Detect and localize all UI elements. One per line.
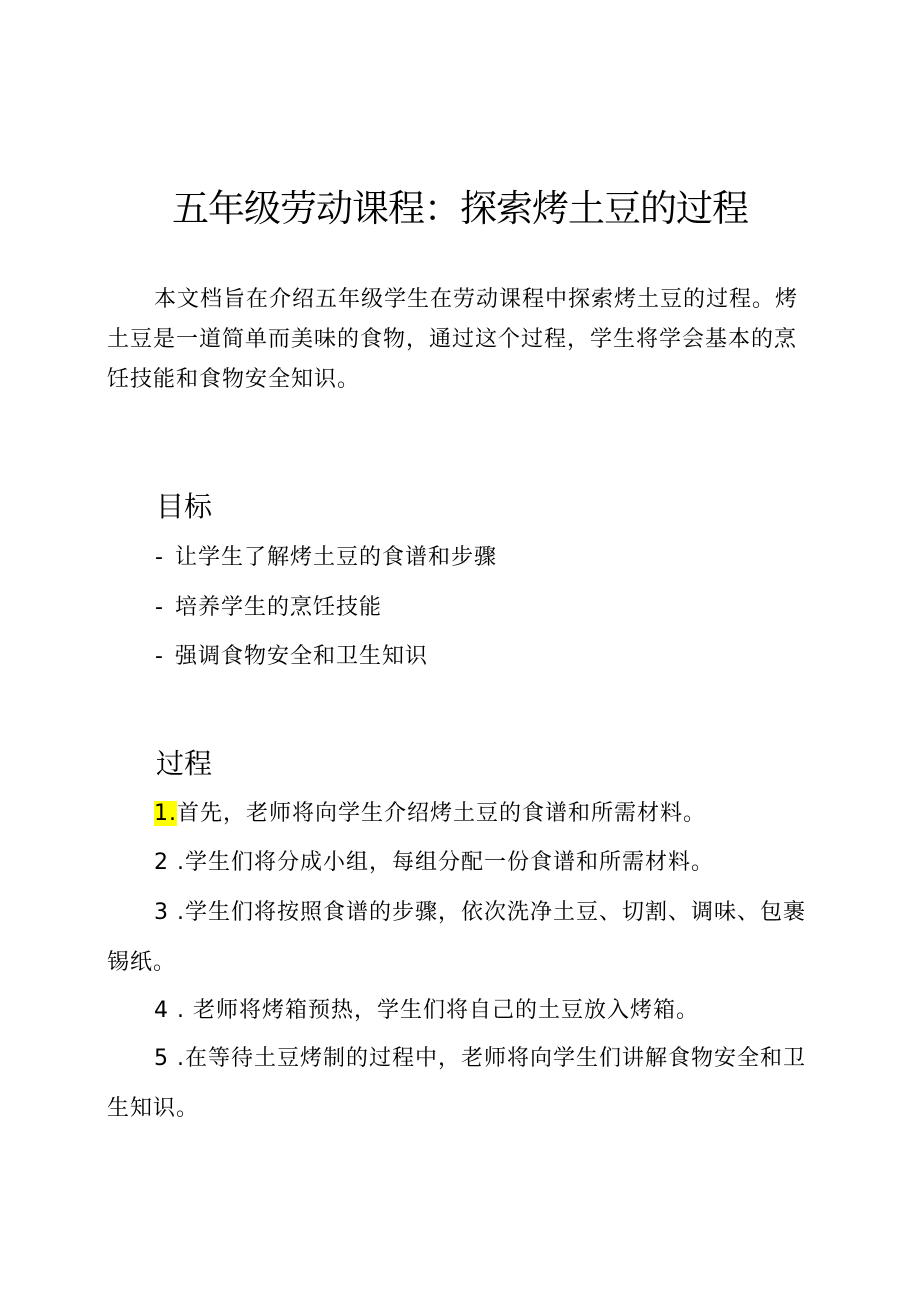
page-title: 五年级劳动课程：探索烤土豆的过程 (172, 187, 748, 230)
list-dash: - (155, 545, 164, 570)
process-step (107, 789, 807, 839)
step-text: .学生们将按照食谱的步骤，依次洗净土豆、切割、调味、包裹锡纸。 (107, 900, 806, 975)
step-text: 首先，老师将向学生介绍烤土豆的食谱和所需材料。 (177, 801, 707, 826)
goals-heading: 目标 (156, 490, 213, 523)
step-text: .学生们将分成小组，每组分配一份食谱和所需材料。 (169, 850, 714, 875)
goal-item-text: 培养学生的烹饪技能 (175, 595, 383, 620)
step-number: 1. (154, 801, 177, 826)
list-dash: - (155, 644, 164, 669)
process-heading: 过程 (156, 747, 213, 780)
process-step (107, 838, 807, 888)
goal-item-text: 强调食物安全和卫生知识 (175, 644, 429, 669)
list-dash: - (155, 595, 164, 620)
process-step (107, 888, 807, 988)
goal-item-text: 让学生了解烤土豆的食谱和步骤 (175, 545, 498, 570)
step-text: .在等待土豆烤制的过程中，老师将向学生们讲解食物安全和卫生知识。 (107, 1046, 806, 1121)
process-step (107, 1034, 807, 1134)
step-number: 5 (154, 1046, 169, 1071)
intro-paragraph: 本文档旨在介绍五年级学生在劳动课程中探索烤土豆的过程。烤土豆是一道简单而美味的食物，通过这个过程，学生将学会基本的烹饪技能和食物安全知识。 (107, 287, 799, 392)
goal-item (155, 540, 497, 571)
goal-item (155, 639, 428, 670)
step-number: 3 (154, 900, 169, 925)
goal-item (155, 590, 382, 621)
step-number: 4 (154, 998, 169, 1023)
step-text: . 老师将烤箱预热，学生们将自己的土豆放入烤箱。 (169, 998, 699, 1023)
process-step (107, 986, 807, 1036)
step-number: 2 (154, 850, 169, 875)
